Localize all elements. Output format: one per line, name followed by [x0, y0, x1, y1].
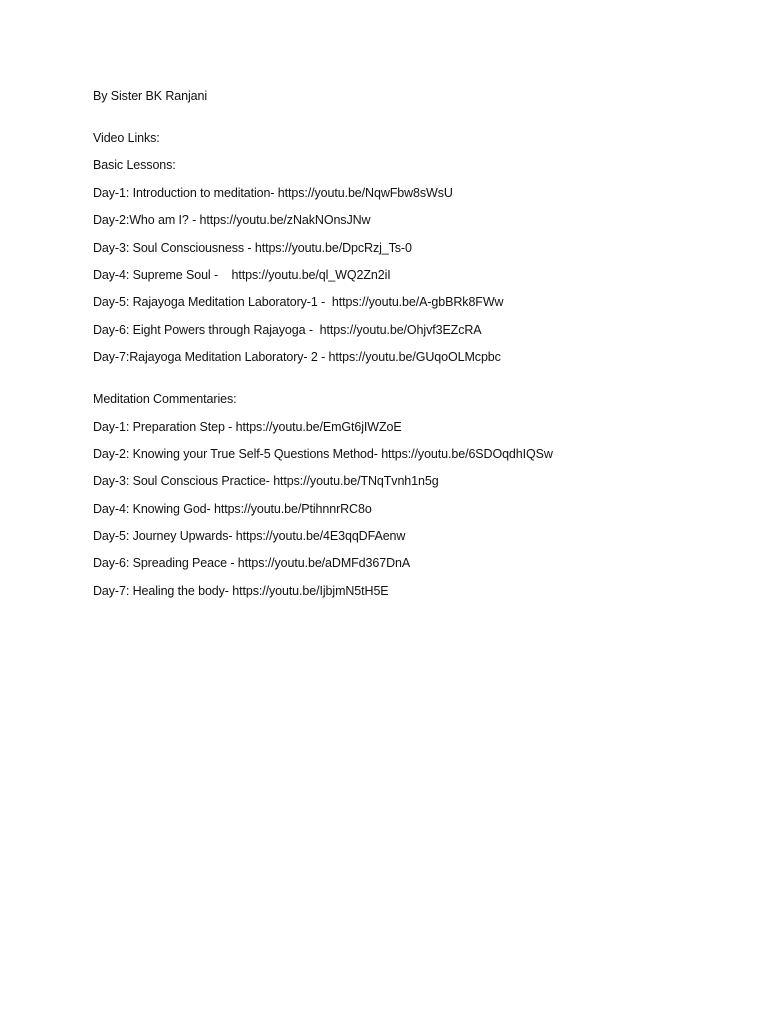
basic-lesson-day-2: Day-2:Who am I? - https://youtu.be/zNakNOnsJNw	[93, 213, 371, 228]
commentary-day-5: Day-5: Journey Upwards- https://youtu.be/4E3qqDFAenw	[93, 529, 406, 544]
document-content	[93, 88, 733, 610]
commentary-day-3: Day-3: Soul Conscious Practice- https://youtu.be/TNqTvnh1n5g	[93, 474, 439, 489]
commentary-day-4: Day-4: Knowing God- https://youtu.be/PtihnnrRC8o	[93, 501, 372, 516]
author-line: By Sister BK Ranjani	[93, 89, 208, 103]
basic-lesson-day-5: Day-5: Rajayoga Meditation Laboratory-1 - https://youtu.be/A-gbBRk8FWw	[93, 295, 504, 310]
basic-lesson-day-6: Day-6: Eight Powers through Rajayoga - https://youtu.be/Ohjvf3EZcRA	[93, 322, 482, 337]
basic-lesson-day-7: Day-7:Rajayoga Meditation Laboratory- 2 - https://youtu.be/GUqoOLMcpbc	[93, 350, 501, 365]
basic-lesson-day-4: Day-4: Supreme Soul - https://youtu.be/ql_WQ2Zn2iI	[93, 267, 391, 282]
commentary-day-1: Day-1: Preparation Step - https://youtu.be/EmGt6jIWZoE	[93, 419, 402, 434]
commentary-day-7: Day-7: Healing the body- https://youtu.be/IjbjmN5tH5E	[93, 583, 389, 598]
meditation-commentaries-heading: Meditation Commentaries:	[93, 392, 237, 407]
commentary-day-6: Day-6: Spreading Peace - https://youtu.be/aDMFd367DnA	[93, 556, 411, 571]
basic-lessons-heading: Basic Lessons:	[93, 158, 176, 173]
basic-lesson-day-1: Day-1: Introduction to meditation- https://youtu.be/NqwFbw8sWsU	[93, 185, 453, 200]
video-links-heading: Video Links:	[93, 131, 160, 145]
commentary-day-2: Day-2: Knowing your True Self-5 Questions Method- https://youtu.be/6SDOqdhIQSw	[93, 446, 553, 461]
basic-lesson-day-3: Day-3: Soul Consciousness - https://youtu.be/DpcRzj_Ts-0	[93, 240, 412, 255]
